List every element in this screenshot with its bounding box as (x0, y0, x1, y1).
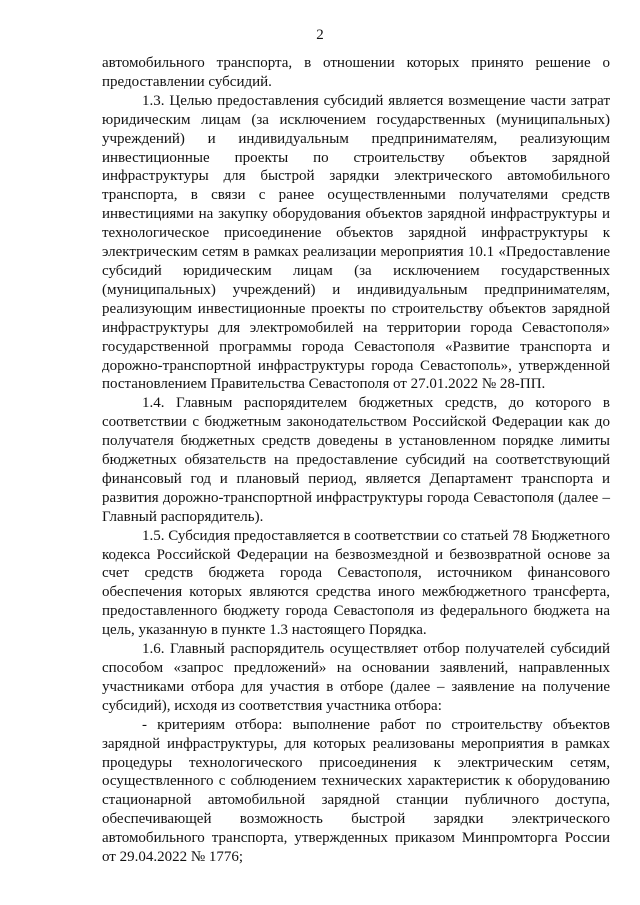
paragraph-1-5: 1.5. Субсидия предоставляется в соответствии со статьей 78 Бюджетного кодекса Российской Федерации на безвозмездной и безвозвратной основе за счет средств бюджета города Севастополя, источником финансового обеспечения которых являются средства иного межбюджетного трансферта, предоставленного бюджету города Севастополя из федерального бюджета на цель, указанную в пункте 1.3 настоящего Порядка. (102, 527, 610, 639)
paragraph-1-4: 1.4. Главным распорядителем бюджетных средств, до которого в соответствии с бюджетным законодательством Российской Федерации как до получателя бюджетных средств доведены в установленном порядке лимиты бюджетных обязательств на предоставление субсидий на соответствующий финансовый год и плановый период, является Департамент транспорта и развития дорожно-транспортной инфраструктуры города Севастополя (далее – Главный распорядитель). (102, 395, 610, 525)
document-body (102, 54, 610, 867)
paragraph-continuation: автомобильного транспорта, в отношении которых принято решение о предоставлении субсидий. (102, 55, 610, 90)
page-number: 2 (316, 27, 324, 43)
paragraph-1-3: 1.3. Целью предоставления субсидий является возмещение части затрат юридическим лицам (за исключением государственных (муниципальных) учреждений) и индивидуальным предпринимателям, реализующим инвестиционные проекты по строительству объектов зарядной инфраструктуры для быстрой зарядки электрического автомобильного транспорта, в связи с ранее осуществленными получателями средств инвестициями на закупку оборудования объектов зарядной инфраструктуры и технологическое присоединение объектов зарядной инфраструктуры к электрическим сетям в рамках реализации мероприятия 10.1 «Предоставление субсидий юридическим лицам (за исключением государственных (муниципальных) учреждений) и индивидуальным предпринимателям, реализующим инвестиционные проекты по строительству объектов зарядной инфраструктуры для электромобилей на территории города Севастополя» государственной программы города Севастополя «Развитие транспорта и дорожно-транспортной инфраструктуры города Севастополь», утвержденной постановлением Правительства Севастополя от 27.01.2022 № 28-ПП. (102, 92, 610, 393)
paragraph-1-6: 1.6. Главный распорядитель осуществляет отбор получателей субсидий способом «запрос предложений» на основании заявлений, направленных участниками отбора для участия в отборе (далее – заявление на получение субсидий), исходя из соответствия участника отбора: (102, 641, 610, 714)
paragraph-criteria: - критериям отбора: выполнение работ по строительству объектов зарядной инфраструктуры, для которых реализованы мероприятия в рамках процедуры технологического присоединения к электрическим сетям, осуществленного с соблюдением технических характеристик к оборудованию стационарной автомобильной зарядной станции публичного доступа, обеспечивающей возможность быстрой зарядки электрического автомобильного транспорта, утвержденных приказом Минпромторга России от 29.04.2022 № 1776; (102, 716, 610, 866)
